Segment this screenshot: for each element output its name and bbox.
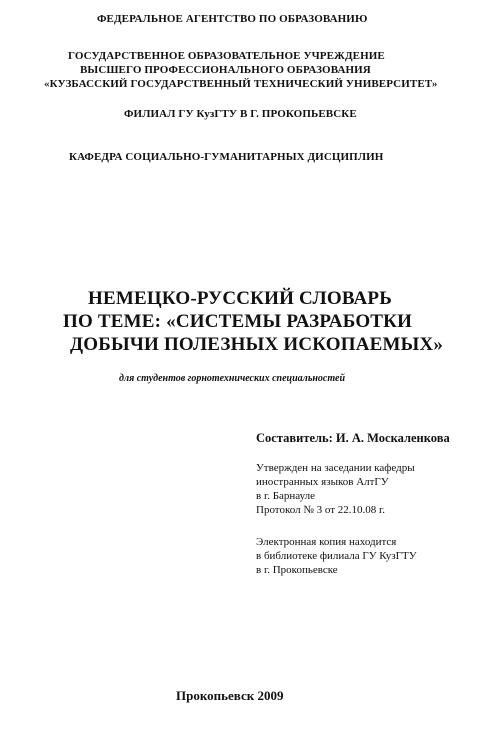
title-line-2: ПО ТЕМЕ: «СИСТЕМЫ РАЗРАБОТКИ: [63, 311, 413, 332]
approval-line-4: Протокол № 3 от 22.10.08 г.: [256, 504, 386, 516]
title-line-1: НЕМЕЦКО-РУССКИЙ СЛОВАРЬ: [88, 288, 392, 309]
electronic-copy-line-2: в библиотеке филиала ГУ КузГТУ: [256, 550, 417, 562]
electronic-copy-line-3: в г. Прокопьевске: [256, 564, 338, 576]
audience-subtitle: для студентов горнотехнических специальностей: [119, 373, 346, 384]
institution-line-1: ГОСУДАРСТВЕННОЕ ОБРАЗОВАТЕЛЬНОЕ УЧРЕЖДЕНИЕ: [68, 50, 385, 62]
branch-name: ФИЛИАЛ ГУ КузГТУ В Г. ПРОКОПЬЕВСКЕ: [124, 108, 357, 120]
approval-line-2: иностранных языков АлтГУ: [256, 476, 389, 488]
city-year: Прокопьевск 2009: [176, 688, 284, 703]
approval-line-3: в г. Барнауле: [256, 490, 316, 502]
electronic-copy-line-1: Электронная копия находится: [256, 536, 397, 548]
institution-line-3: «КУЗБАССКИЙ ГОСУДАРСТВЕННЫЙ ТЕХНИЧЕСКИЙ УНИВЕРСИТЕТ»: [44, 78, 438, 90]
institution-line-2: ВЫСШЕГО ПРОФЕССИОНАЛЬНОГО ОБРАЗОВАНИЯ: [80, 64, 371, 76]
agency-name: ФЕДЕРАЛЬНОЕ АГЕНТСТВО ПО ОБРАЗОВАНИЮ: [97, 13, 368, 25]
approval-line-1: Утвержден на заседании кафедры: [256, 462, 415, 474]
department-name: КАФЕДРА СОЦИАЛЬНО-ГУМАНИТАРНЫХ ДИСЦИПЛИН: [69, 151, 384, 163]
compiler-name: Составитель: И. А. Москаленкова: [256, 431, 450, 445]
title-line-3: ДОБЫЧИ ПОЛЕЗНЫХ ИСКОПАЕМЫХ»: [70, 334, 444, 355]
